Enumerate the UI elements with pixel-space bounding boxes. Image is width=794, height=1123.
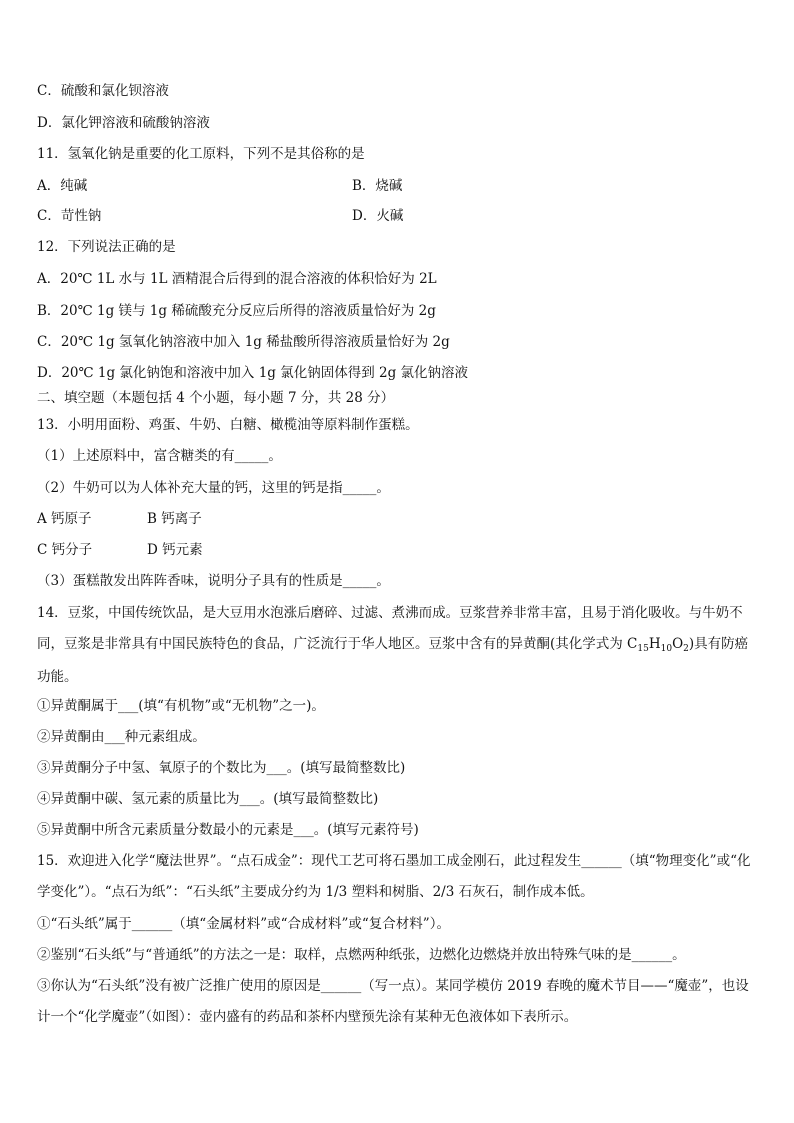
question-11-option-b: B．烧碱 (352, 178, 403, 194)
formula-h: H (648, 636, 661, 652)
question-14 (37, 598, 757, 693)
question-13-option-c: C 钙分子 (37, 542, 93, 558)
question-13-options-row1 (37, 510, 202, 528)
question-11-row1 (37, 177, 403, 195)
question-11: 11．氢氧化钠是重要的化工原料，下列不是其俗称的是 (37, 146, 365, 162)
question-12-option-a: A．20℃ 1L 水与 1L 酒精混合后得到的混合溶液的体积恰好为 2L (37, 271, 437, 287)
question-11-option-c: C．苛性钠 (37, 208, 102, 224)
question-15-part-2: ②鉴别“石头纸”与“普通纸”的方法之一是：取样，点燃两种纸张，边燃化边燃烧并放出特殊气味的是______。 (37, 947, 686, 963)
section-heading: 二、填空题（本题包括 4 个小题，每小题 7 分，共 28 分） (37, 390, 395, 406)
question-14-text: 14．豆浆，中国传统饮品，是大豆用水泡涨后磨碎、过滤、煮沸而成。豆浆营养非常丰富，且易于消化吸收。与牛奶不同，豆浆是非常具有中国民族特色的食品，广泛流行于华人地区。豆浆中含有的异黄酮(其化学式为 C (37, 605, 743, 652)
question-15-part-1: ①“石头纸”属于______（填“金属材料”或“合成材料”或“复合材料”）。 (37, 916, 450, 932)
question-13-option-b: B 钙离子 (147, 511, 202, 527)
question-15: 15．欢迎进入化学“魔法世界”。“点石成金”：现代工艺可将石墨加工成金刚石，此过程发生______（填“物理变化”或“化学变化”）。“点石为纸”：“石头纸”主要成分约为 1/3 塑料和树脂、2/3 石灰石，制作成本低。 (37, 853, 751, 900)
question-13-part-2: （2）牛奶可以为人体补充大量的钙，这里的钙是指_____。 (37, 480, 390, 496)
question-11-option-d: D．火碱 (352, 208, 404, 224)
question-15-part-3: ③你认为“石头纸”没有被广泛推广使用的原因是______（写一点）。某同学模仿 2019 春晚的魔术节目——“魔壶”，也设计一个“化学魔壶”（如图）：壶内盛有的药品和茶杯内壁预先涂有某种无色液体如下表所示。 (37, 978, 749, 1025)
question-14-part-3: ③异黄酮分子中氢、氧原子的个数比为___。(填写最简整数比) (37, 760, 406, 776)
question-13-option-d: D 钙元素 (147, 542, 203, 558)
question-14-text-end: )具有防癌功能。 (37, 636, 749, 685)
question-13: 13．小明用面粉、鸡蛋、牛奶、白糖、橄榄油等原料制作蛋糕。 (37, 417, 419, 433)
question-13-options-row2 (37, 541, 203, 559)
question-11-row2 (37, 207, 404, 225)
formula-subscript-h: 10 (660, 644, 673, 654)
option-c-line: C．硫酸和氯化钡溶液 (37, 83, 169, 99)
formula-subscript-o: 2 (683, 644, 689, 654)
question-12-option-c: C．20℃ 1g 氢氧化钠溶液中加入 1g 稀盐酸所得溶液质量恰好为 2g (37, 334, 450, 350)
formula-subscript-c: 15 (637, 644, 649, 654)
question-11-option-a: A．纯碱 (37, 178, 88, 194)
question-13-part-1: （1）上述原料中，富含糖类的有_____。 (37, 448, 282, 464)
question-13-option-a: A 钙原子 (37, 511, 92, 527)
option-d-line: D．氯化钾溶液和硫酸钠溶液 (37, 115, 210, 131)
question-14-part-5: ⑤异黄酮中所含元素质量分数最小的元素是___。(填写元素符号) (37, 822, 419, 838)
question-12-option-b: B．20℃ 1g 镁与 1g 稀硫酸充分反应后所得的溶液质量恰好为 2g (37, 303, 436, 319)
question-13-part-3: （3）蛋糕散发出阵阵香味，说明分子具有的性质是_____。 (37, 573, 390, 589)
question-14-part-2: ②异黄酮由___种元素组成。 (37, 729, 206, 745)
question-12: 12．下列说法正确的是 (37, 239, 176, 255)
question-14-part-1: ①异黄酮属于___(填“有机物”或“无机物”之一)。 (37, 698, 325, 714)
formula-o: O (672, 636, 684, 652)
question-12-option-d: D．20℃ 1g 氯化钠饱和溶液中加入 1g 氯化钠固体得到 2g 氯化钠溶液 (37, 365, 469, 381)
question-14-part-4: ④异黄酮中碳、氢元素的质量比为___。(填写最简整数比) (37, 791, 379, 807)
